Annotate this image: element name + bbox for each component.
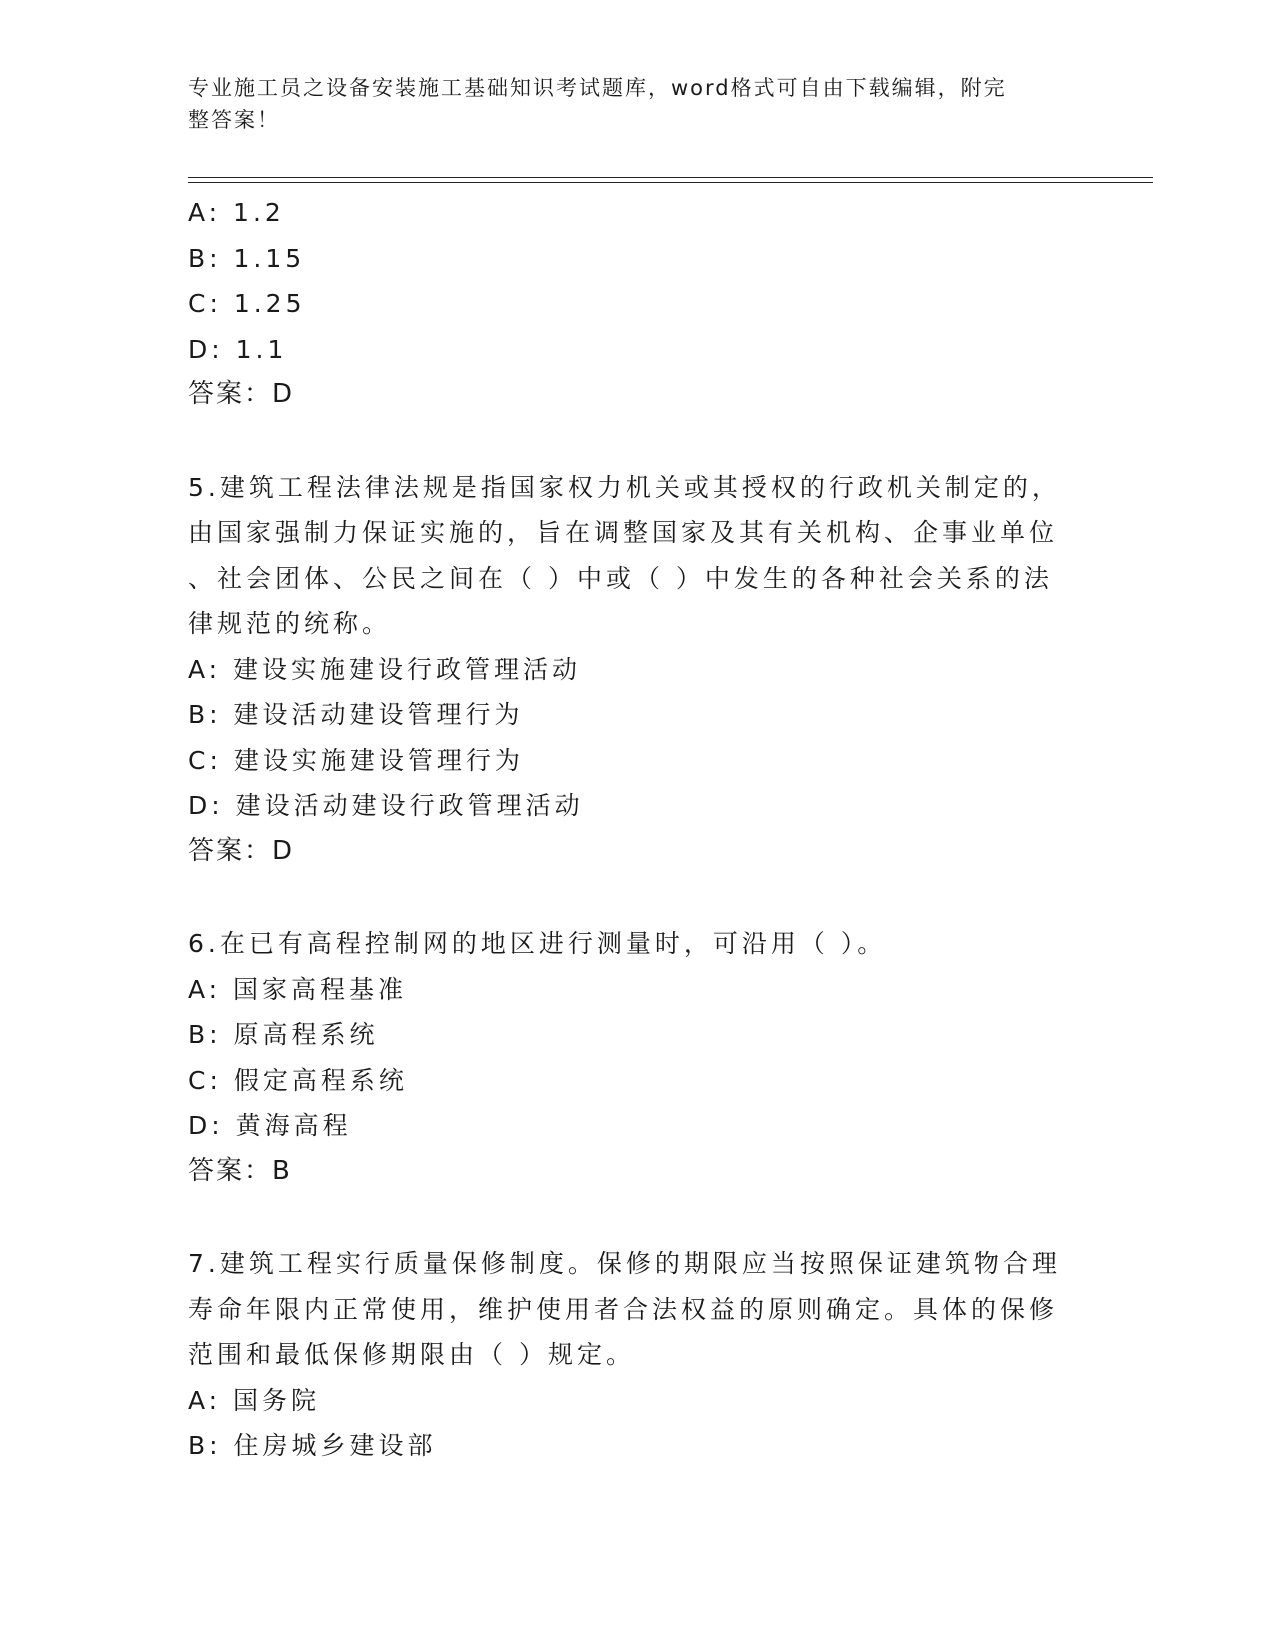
- header-rule-bottom: [188, 182, 1153, 183]
- option-c: C: 建设实施建设管理行为: [188, 745, 524, 775]
- document-header: [188, 72, 1068, 136]
- header-line-1: 专业施工员之设备安装施工基础知识考试题库，word格式可自由下载编辑，附完: [188, 76, 1007, 100]
- answer: 答案：D: [188, 835, 295, 866]
- option-d: D: 1.1: [188, 334, 288, 364]
- question-7: [188, 1241, 1088, 1469]
- spacer: [188, 418, 1088, 465]
- option-b: B: 原高程系统: [188, 1020, 379, 1049]
- option-a: A: 国家高程基准: [188, 974, 408, 1004]
- question-stem-line: 寿命年限内正常使用，维护使用者合法权益的原则确定。具体的保修: [188, 1294, 1059, 1324]
- option-c: C: 1.25: [188, 289, 306, 318]
- question-stem-line: 5.建筑工程法律法规是指国家权力机关或其授权的行政机关制定的，: [188, 472, 1061, 502]
- question-stem-line: 7.建筑工程实行质量保修制度。保修的期限应当按照保证建筑物合理: [188, 1249, 1061, 1278]
- header-line-2: 整答案！: [188, 108, 280, 132]
- header-rule-top: [188, 177, 1153, 178]
- question-list: [188, 190, 1088, 1469]
- option-d: D: 黄海高程: [188, 1111, 352, 1140]
- option-b: B: 建设活动建设管理行为: [188, 700, 524, 729]
- question-stem-line: 6.在已有高程控制网的地区进行测量时，可沿用（ ）。: [188, 929, 887, 958]
- option-a: A: 1.2: [188, 198, 285, 227]
- question-stem-line: 范围和最低保修期限由（ ）规定。: [188, 1340, 635, 1369]
- question-4: [188, 190, 1088, 418]
- question-stem-line: 律规范的统称。: [188, 609, 392, 638]
- option-a: A: 建设实施建设行政管理活动: [188, 654, 582, 684]
- answer: 答案：D: [188, 379, 295, 409]
- question-5: [188, 465, 1088, 875]
- option-a: A: 国务院: [188, 1385, 321, 1415]
- option-c: C: 假定高程系统: [188, 1065, 408, 1095]
- spacer: [188, 1194, 1088, 1241]
- spacer: [188, 874, 1088, 921]
- option-b: B: 住房城乡建设部: [188, 1431, 437, 1460]
- question-stem-line: 由国家强制力保证实施的，旨在调整国家及其有关机构、企事业单位: [188, 518, 1059, 547]
- option-b: B: 1.15: [188, 243, 306, 273]
- answer: 答案：B: [188, 1155, 292, 1186]
- option-d: D: 建设活动建设行政管理活动: [188, 791, 584, 820]
- question-stem-line: 、社会团体、公民之间在（ ）中或（ ）中发生的各种社会关系的法: [188, 563, 1053, 593]
- question-6: [188, 921, 1088, 1194]
